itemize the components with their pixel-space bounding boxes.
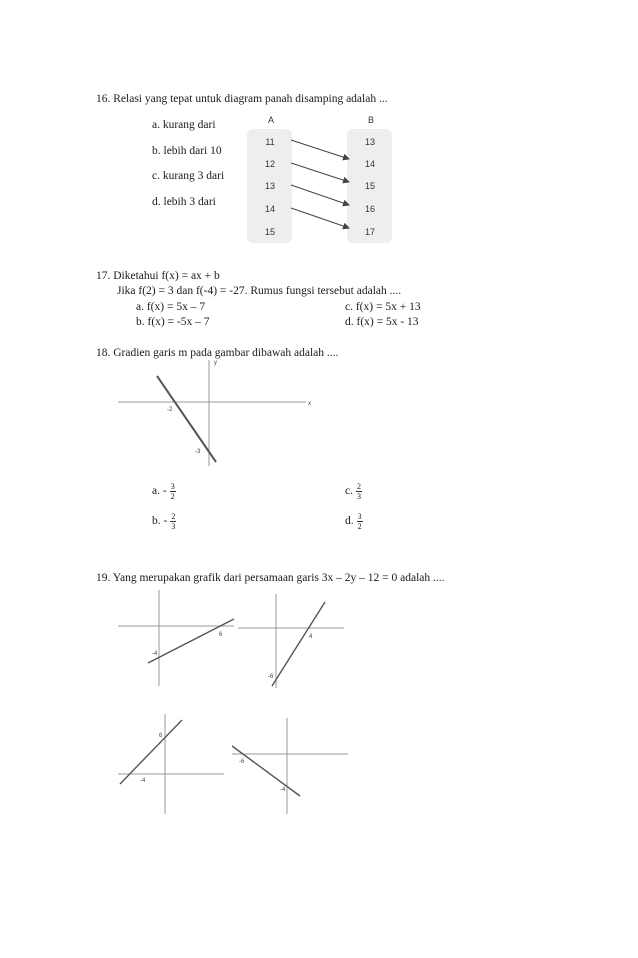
set-b-item: 15 <box>364 181 376 191</box>
arrow <box>291 185 349 205</box>
x-intercept-label: 6 <box>219 632 223 638</box>
x-intercept-label: 4 <box>309 634 313 640</box>
set-a-item: 12 <box>264 159 276 169</box>
q18-option-b: b. - $\frac{2}{3}$ <box>152 512 176 531</box>
q16-option-b: b. lebih dari 10 <box>152 145 222 157</box>
set-b-item: 16 <box>364 204 376 214</box>
y-intercept-label: -4 <box>152 651 158 657</box>
y-intercept-label: -6 <box>268 674 274 680</box>
x-axis-label: x <box>308 401 311 407</box>
y-intercept-label: -3 <box>195 449 201 455</box>
q19-graph-1 <box>116 588 236 688</box>
q16-option-c: c. kurang 3 dari <box>152 170 225 182</box>
y-intercept-label: -6 <box>239 759 245 765</box>
set-a-item: 15 <box>264 227 276 237</box>
set-a-item: 13 <box>264 181 276 191</box>
q16-option-a: a. kurang dari <box>152 119 216 131</box>
q18-option-c: c. $\frac{2}{3}$ <box>345 482 361 501</box>
q19-graph-4 <box>230 716 350 816</box>
question-16: 16. Relasi yang tepat untuk diagram panah disamping adalah ... <box>96 93 388 105</box>
line-m <box>157 376 216 462</box>
arrow-diagram <box>247 112 393 246</box>
q17-option-c: c. f(x) = 5x + 13 <box>345 301 421 313</box>
q17-option-a: a. f(x) = 5x – 7 <box>136 301 206 313</box>
x-intercept-label: -4 <box>140 778 146 784</box>
set-a-item: 14 <box>264 204 276 214</box>
question-18: 18. Gradien garis m pada gambar dibawah adalah .... <box>96 347 339 359</box>
arrow <box>291 163 349 182</box>
set-a-label: A <box>267 115 275 125</box>
set-b-item: 14 <box>364 159 376 169</box>
x-intercept-label: -4 <box>280 787 286 793</box>
graph-line <box>272 602 325 686</box>
set-b-label: B <box>367 115 375 125</box>
arrow <box>291 208 349 228</box>
set-a-item: 11 <box>265 137 275 147</box>
q19-graph-3 <box>116 712 226 816</box>
q18-option-d: d. $\frac{3}{2}$ <box>345 512 362 531</box>
y-intercept-label: 6 <box>159 733 163 739</box>
y-axis-label: y <box>214 360 217 366</box>
q19-graph-2 <box>236 592 346 690</box>
question-17-line1: 17. Diketahui f(x) = ax + b <box>96 270 220 282</box>
set-b-item: 17 <box>364 227 376 237</box>
q17-option-b: b. f(x) = -5x – 7 <box>136 316 210 328</box>
q18-graph <box>116 358 316 470</box>
set-b-item: 13 <box>364 137 376 147</box>
question-19: 19. Yang merupakan grafik dari persamaan garis 3x – 2y – 12 = 0 adalah .... <box>96 572 445 584</box>
q18-option-a: a. - $\frac{3}{2}$ <box>152 482 175 501</box>
x-intercept-label: -2 <box>167 407 173 413</box>
question-17-line2: Jika f(2) = 3 dan f(-4) = -27. Rumus fungsi tersebut adalah .... <box>117 285 402 297</box>
q16-option-d: d. lebih 3 dari <box>152 196 216 208</box>
q17-option-d: d. f(x) = 5x - 13 <box>345 316 419 328</box>
arrow <box>291 140 349 159</box>
